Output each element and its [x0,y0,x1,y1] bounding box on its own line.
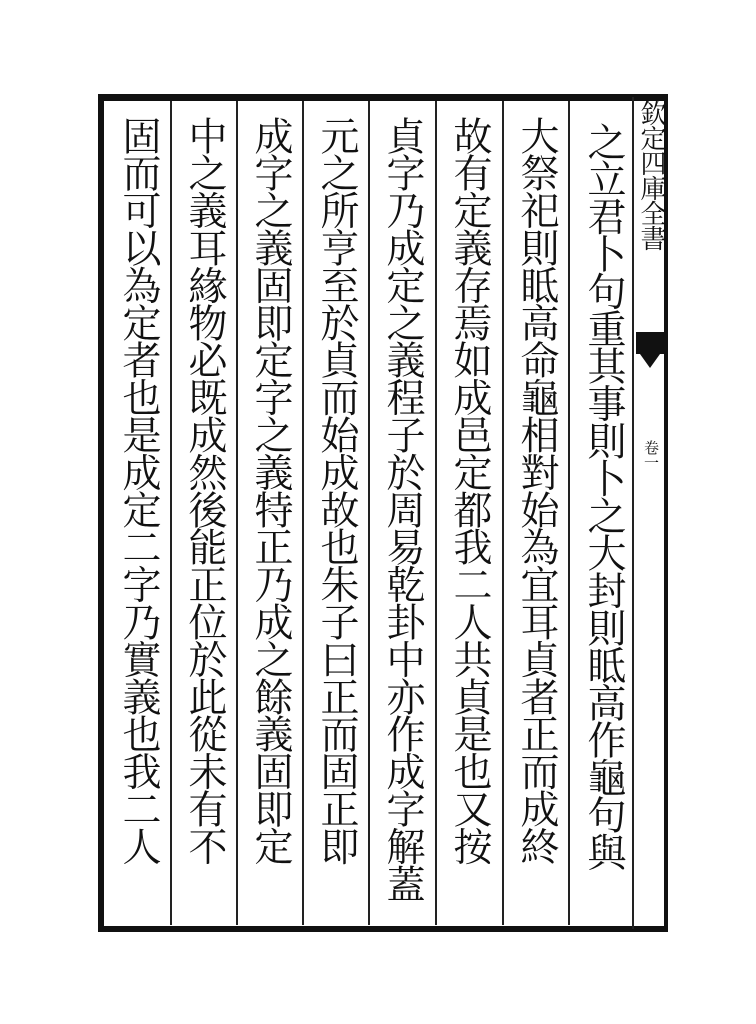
text-column-6: 成字之義固即定字之義特正乃成之餘義固即定 [248,116,293,865]
text-column-7: 中之義耳緣物必既成然後能正位於此從未有不 [182,116,227,865]
text-column-5: 元之所亨至於貞而始成故也朱子曰正而固正即 [314,116,359,865]
column-rule [435,101,437,925]
column-rule [568,101,570,925]
volume-label: 卷一 [642,440,660,470]
column-rule [368,101,370,925]
column-rule [170,101,172,925]
column-rule [302,101,304,925]
text-column-3: 故有定義存焉如成邑定都我二人共貞是也又按 [447,116,492,865]
text-column-1: 之立君卜句重其事則卜之大封則眡高作龜句與 [581,122,626,871]
fishtail-ornament [636,332,664,354]
text-column-8: 固而可以為定者也是成定二字乃實義也我二人 [116,116,161,865]
column-rule [236,101,238,925]
column-rule [502,101,504,925]
running-title: 欽定四庫全書 [636,100,666,250]
text-column-2: 大祭祀則眡高命龜相對始為宜耳貞者正而成終 [514,116,559,865]
text-column-4: 貞字乃成定之義程子於周易乾卦中亦作成字解蓋 [380,116,425,902]
